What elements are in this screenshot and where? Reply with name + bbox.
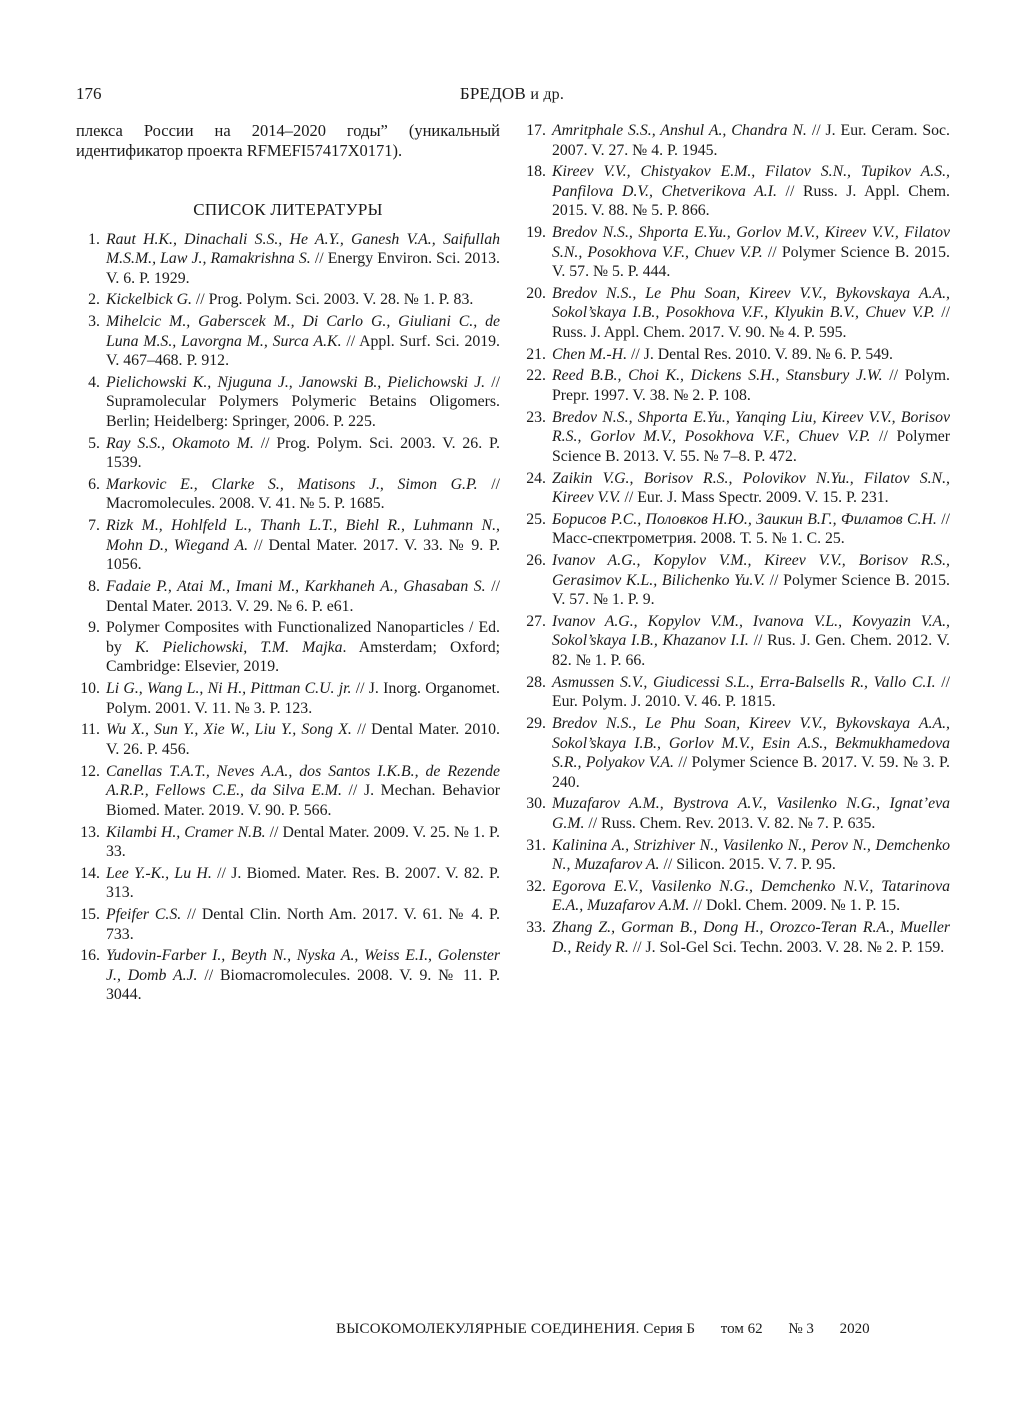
reference-item: 29. Bredov N.S., Le Phu Soan, Kireev V.V., Bykovskaya A.A., Sokol’skaya I.B., Gorlov M.V., Esin A.S., Bekmukhamedova S.R., Polyakov V.A. // Polymer Science B. 2017. V. 59. № 3. P. 240. <box>522 714 950 792</box>
reference-authors: Raut H.K., Dinachali S.S., He A.Y., Ganesh V.A., Saifullah M.S.M., Law J., Ramakrishna S. <box>106 230 500 267</box>
reference-number: 16. <box>80 947 100 965</box>
reference-number: 19. <box>526 224 546 242</box>
reference-number: 11. <box>80 721 100 739</box>
footer-volume: том 62 <box>720 1321 763 1337</box>
reference-item: 24. Zaikin V.G., Borisov R.S., Polovikov N.Yu., Filatov S.N., Kireev V.V. // Eur. J. Mass Spectr. 2009. V. 15. P. 231. <box>522 469 950 508</box>
reference-authors: Bredov N.S., Le Phu Soan, Kireev V.V., Bykovskaya A.A., Sokol’skaya I.B., Gorlov M.V., Esin A.S., Bekmukhamedova S.R., Polyakov V.A. <box>552 715 950 772</box>
reference-item: 7. Rizk M., Hohlfeld L., Thanh L.T., Biehl R., Luhmann N., Mohn D., Wiegand A. // Dental Mater. 2017. V. 33. № 9. P. 1056. <box>76 516 500 575</box>
reference-item: 26. Ivanov A.G., Kopylov V.M., Kireev V.V., Borisov R.S., Gerasimov K.L., Bilichenko Yu.V. // Polymer Science B. 2015. V. 57. № 1. P. 9. <box>522 551 950 610</box>
reference-item: 22. Reed B.B., Choi K., Dickens S.H., Stansbury J.W. // Polym. Prepr. 1997. V. 38. № 2. P. 108. <box>522 366 950 405</box>
reference-authors: Zhang Z., Gorman B., Dong H., Orozco-Teran R.A., Mueller D., Reidy R. <box>552 919 950 956</box>
reference-item: 30. Muzafarov A.M., Bystrova A.V., Vasilenko N.G., Ignat’eva G.M. // Russ. Chem. Rev. 2013. V. 82. № 7. P. 635. <box>522 794 950 833</box>
reference-source: Macromolecules. 2008. V. 41. № 5. P. 1685. <box>106 495 385 513</box>
reference-authors: Pielichowski K., Njuguna J., Janowski B., Pielichowski J. <box>106 373 486 391</box>
reference-authors: Li G., Wang L., Ni H., Pittman C.U. jr. <box>106 680 352 698</box>
reference-authors: Amritphale S.S., Anshul A., Chandra N. <box>552 122 807 139</box>
reference-source: Russ. J. Appl. Chem. 2017. V. 90. № 4. P. 595. <box>552 323 847 341</box>
reference-list-right <box>522 121 950 957</box>
journal-footer <box>336 1321 956 1338</box>
reference-source: Russ. Chem. Rev. 2013. V. 82. № 7. P. 635. <box>601 814 876 832</box>
reference-number: 22. <box>526 367 546 385</box>
reference-item: 5. Ray S.S., Okamoto M. // Prog. Polym. Sci. 2003. V. 26. P. 1539. <box>76 434 500 473</box>
footer-issue: № 3 <box>788 1321 814 1337</box>
reference-item: 16. Yudovin-Farber I., Beyth N., Nyska A., Weiss E.I., Golenster J., Domb A.J. // Biomacromolecules. 2008. V. 9. № 11. P. 3044. <box>76 946 500 1005</box>
reference-number: 9. <box>88 619 100 637</box>
reference-authors: Yudovin-Farber I., Beyth N., Nyska A., Weiss E.I., Golenster J., Domb A.J. <box>106 947 500 984</box>
reference-authors: Reed B.B., Choi K., Dickens S.H., Stansbury J.W. <box>552 367 883 385</box>
reference-list-left <box>76 230 500 1005</box>
reference-authors: Muzafarov A.M., Bystrova A.V., Vasilenko N.G., Ignat’eva G.M. <box>552 795 950 832</box>
reference-source: Russ. J. Appl. Chem. 2015. V. 88. № 5. P. 866. <box>552 182 950 220</box>
reference-source: Eur. Polym. J. 2010. V. 46. P. 1815. <box>552 693 776 711</box>
reference-item: 31. Kalinina A., Strizhiver N., Vasilenko N., Perov N., Demchenko N., Muzafarov A. // Silicon. 2015. V. 7. P. 95. <box>522 836 950 875</box>
reference-authors: Bredov N.S., Shporta E.Yu., Yanqing Liu, Kireev V.V., Borisov R.S., Gorlov M.V., Posokhova V.F., Chuev V.P. <box>552 408 950 446</box>
reference-source: Polym. Prepr. 1997. V. 38. № 2. P. 108. <box>552 367 950 404</box>
reference-authors: Pfeifer C.S. <box>106 906 182 924</box>
reference-source: Dental Mater. 2017. V. 33. № 9. P. 1056. <box>106 536 500 574</box>
running-head-authors: БРЕДОВ <box>459 84 526 103</box>
reference-number: 33. <box>526 919 546 937</box>
reference-number: 6. <box>88 475 100 493</box>
reference-source: Polymer Science B. 2015. V. 57. № 5. P. 444. <box>552 243 950 281</box>
reference-source: Dental Mater. 2010. V. 26. P. 456. <box>106 721 500 758</box>
reference-number: 1. <box>88 230 100 248</box>
reference-number: 23. <box>526 408 546 426</box>
reference-source: Eur. J. Mass Spectr. 2009. V. 15. P. 231. <box>637 489 889 507</box>
reference-authors: Fadaie P., Atai M., Imani M., Karkhaneh A., Ghasaban S. <box>106 578 486 596</box>
reference-number: 3. <box>88 313 100 331</box>
reference-number: 26. <box>526 552 546 570</box>
reference-number: 5. <box>88 434 100 452</box>
reference-authors: Ray S.S., Okamoto M. <box>106 434 254 452</box>
reference-authors: Ivanov A.G., Kopylov V.M., Ivanova V.L., Kovyazin V.A., Sokol’skaya I.B., Khazanov I.I. <box>552 612 950 650</box>
reference-number: 31. <box>526 836 546 854</box>
reference-source: J. Biomed. Mater. Res. B. 2007. V. 82. P. 313. <box>106 864 500 902</box>
reference-number: 32. <box>526 877 546 895</box>
reference-authors: Egorova E.V., Vasilenko N.G., Demchenko N.V., Tatarinova E.A., Muzafarov A.M. <box>552 877 950 915</box>
reference-source: Prog. Polym. Sci. 2003. V. 26. P. 1539. <box>106 434 500 472</box>
reference-number: 24. <box>526 469 546 487</box>
reference-source: Dental Mater. 2009. V. 25. № 1. P. 33. <box>106 823 501 861</box>
reference-source: J. Eur. Ceram. Soc. 2007. V. 27. № 4. P. 1945. <box>552 122 950 159</box>
reference-source: Prog. Polym. Sci. 2003. V. 28. № 1. P. 83. <box>208 291 474 309</box>
page-number: 176 <box>76 84 102 103</box>
reference-number: 20. <box>526 284 546 302</box>
reference-authors: Rizk M., Hohlfeld L., Thanh L.T., Biehl R., Luhmann N., Mohn D., Wiegand A. <box>106 517 500 554</box>
running-head-etal: и др. <box>530 86 565 103</box>
reference-source: Polymer Science B. 2013. V. 55. № 7–8. P. 472. <box>552 428 950 465</box>
reference-source: Biomacromolecules. 2008. V. 9. № 11. P. 3044. <box>106 966 500 1004</box>
reference-number: 13. <box>80 823 100 841</box>
reference-item: 19. Bredov N.S., Shporta E.Yu., Gorlov M.V., Kireev V.V., Filatov S.N., Posokhova V.F., Chuev V.P. // Polymer Science B. 2015. V. 57. № 5. P. 444. <box>522 223 950 282</box>
reference-number: 21. <box>526 345 546 363</box>
reference-number: 8. <box>88 578 100 596</box>
reference-item: 15. Pfeifer C.S. // Dental Clin. North Am. 2017. V. 61. № 4. P. 733. <box>76 905 500 944</box>
left-column <box>76 121 500 1007</box>
reference-authors: Kilambi H., Cramer N.B. <box>106 823 266 841</box>
reference-source: Energy Environ. Sci. 2013. V. 6. P. 1929. <box>106 250 500 287</box>
reference-number: 25. <box>526 510 546 528</box>
reference-item: 8. Fadaie P., Atai M., Imani M., Karkhaneh A., Ghasaban S. // Dental Mater. 2013. V. 29. № 6. P. e61. <box>76 577 500 616</box>
reference-item: 11. Wu X., Sun Y., Xie W., Liu Y., Song X. // Dental Mater. 2010. V. 26. P. 456. <box>76 720 500 759</box>
reference-item: 12. Canellas T.A.T., Neves A.A., dos Santos I.K.B., de Rezende A.R.P., Fellows C.E., da Silva E.M. // J. Mechan. Behavior Biomed. Mater. 2019. V. 90. P. 566. <box>76 762 500 821</box>
reference-source: J. Inorg. Organomet. Polym. 2001. V. 11. № 3. P. 123. <box>106 680 500 717</box>
reference-authors: Mihelcic M., Gaberscek M., Di Carlo G., Giuliani C., de Luna M.S., Lavorgna M., Surca A.K. <box>106 313 500 350</box>
reference-item <box>76 618 500 677</box>
reference-number: 4. <box>88 373 100 391</box>
reference-authors: Lee Y.-K., Lu H. <box>106 864 212 882</box>
reference-authors: Kalinina A., Strizhiver N., Vasilenko N., Perov N., Demchenko N., Muzafarov A. <box>552 836 950 874</box>
reference-number: 17. <box>526 122 546 139</box>
reference-item: 32. Egorova E.V., Vasilenko N.G., Demchenko N.V., Tatarinova E.A., Muzafarov A.M. // Dokl. Chem. 2009. № 1. P. 15. <box>522 877 950 916</box>
reference-source: J. Mechan. Behavior Biomed. Mater. 2019. V. 90. P. 566. <box>106 782 500 819</box>
reference-authors: Bredov N.S., Shporta E.Yu., Gorlov M.V., Kireev V.V., Filatov S.N., Posokhova V.F., Chuev V.P. <box>552 224 950 261</box>
reference-source: J. Dental Res. 2010. V. 89. № 6. P. 549. <box>643 345 893 363</box>
reference-number: 2. <box>88 291 100 309</box>
reference-authors: Zaikin V.G., Borisov R.S., Polovikov N.Yu., Filatov S.N., Kireev V.V. <box>552 469 950 507</box>
reference-number: 15. <box>80 906 100 924</box>
reference-number: 10. <box>80 680 100 698</box>
footer-journal: ВЫСОКОМОЛЕКУЛЯРНЫЕ СОЕДИНЕНИЯ. <box>336 1321 640 1337</box>
footer-year: 2020 <box>839 1321 870 1337</box>
reference-number: 14. <box>80 864 100 882</box>
reference-item: 25. Борисов Р.С., Половков Н.Ю., Заикин В.Г., Филатов С.Н. // Масс-спектрометрия. 2008. Т. 5. № 1. С. 25. <box>522 510 950 549</box>
reference-number: 18. <box>526 163 546 181</box>
reference-authors: Kireev V.V., Chistyakov E.M., Filatov S.N., Tupikov A.S., Panfilova D.V., Chetverikova A.I. <box>552 163 950 200</box>
reference-number: 7. <box>88 517 100 535</box>
reference-title: Polymer Composites with Functionalized Nanoparticles / Ed. by <box>106 619 500 656</box>
intro-paragraph: плекса России на 2014–2020 годы” (уникальный идентификатор проекта RFMEFI57417X0171). <box>76 121 500 160</box>
reference-authors: Canellas T.A.T., Neves A.A., dos Santos I.K.B., de Rezende A.R.P., Fellows C.E., da Silva E.M. <box>106 762 500 800</box>
reference-authors: Asmussen S.V., Giudicessi S.L., Erra-Balsells R., Vallo C.I. <box>552 673 936 691</box>
reference-source: Rus. J. Gen. Chem. 2012. V. 82. № 1. P. 66. <box>552 632 950 669</box>
section-title: СПИСОК ЛИТЕРАТУРЫ <box>193 200 383 219</box>
reference-authors: Chen M.-H. <box>552 345 628 363</box>
reference-source: Polymer Science B. 2015. V. 57. № 1. P. 9. <box>552 571 950 609</box>
reference-authors: Борисов Р.С., Половков Н.Ю., Заикин В.Г., Филатов С.Н. <box>552 510 937 528</box>
reference-item: 21. Chen M.-H. // J. Dental Res. 2010. V. 89. № 6. P. 549. <box>522 345 950 365</box>
reference-item: 14. Lee Y.-K., Lu H. // J. Biomed. Mater. Res. B. 2007. V. 82. P. 313. <box>76 864 500 903</box>
reference-authors: Bredov N.S., Le Phu Soan, Kireev V.V., Bykovskaya A.A., Sokol’skaya I.B., Posokhova V.F., Klyukin B.V., Chuev V.P. <box>552 284 950 322</box>
reference-source: Silicon. 2015. V. 7. P. 95. <box>676 856 836 874</box>
reference-source: Dokl. Chem. 2009. № 1. P. 15. <box>706 897 901 915</box>
reference-item: 28. Asmussen S.V., Giudicessi S.L., Erra-Balsells R., Vallo C.I. // Eur. Polym. J. 2010. V. 46. P. 1815. <box>522 673 950 712</box>
reference-authors: Markovic E., Clarke S., Matisons J., Simon G.P. <box>106 475 478 493</box>
reference-source: Dental Clin. North Am. 2017. V. 61. № 4. P. 733. <box>106 906 500 943</box>
reference-number: 27. <box>526 612 546 630</box>
reference-item: 1. Raut H.K., Dinachali S.S., He A.Y., Ganesh V.A., Saifullah M.S.M., Law J., Ramakrishna S. // Energy Environ. Sci. 2013. V. 6. P. 1929. <box>76 230 500 289</box>
running-head <box>0 84 1024 104</box>
reference-authors: Wu X., Sun Y., Xie W., Liu Y., Song X. <box>106 721 352 739</box>
reference-source: Supramolecular Polymers Polymeric Betains Oligomers. Berlin; Heidelberg: Springer, 2006. P. 225. <box>106 393 500 430</box>
reference-item: 33. Zhang Z., Gorman B., Dong H., Orozco-Teran R.A., Mueller D., Reidy R. // J. Sol-Gel Sci. Techn. 2003. V. 28. № 2. P. 159. <box>522 918 950 957</box>
reference-publisher: . Amsterdam; Oxford; Cambridge: Elsevier, 2019. <box>106 638 500 676</box>
reference-item: 3. Mihelcic M., Gaberscek M., Di Carlo G., Giuliani C., de Luna M.S., Lavorgna M., Surca A.K. // Appl. Surf. Sci. 2019. V. 467–468. P. 912. <box>76 312 500 371</box>
reference-number: 29. <box>526 715 546 733</box>
reference-authors: Ivanov A.G., Kopylov V.M., Kireev V.V., Borisov R.S., Gerasimov K.L., Bilichenko Yu.V. <box>552 552 950 589</box>
reference-item: 17. Amritphale S.S., Anshul A., Chandra N. // J. Eur. Ceram. Soc. 2007. V. 27. № 4. P. 1945. <box>522 121 950 160</box>
reference-number: 12. <box>80 762 100 780</box>
reference-authors: K. Pielichowski, T.M. Majka <box>134 638 343 656</box>
reference-source: Polymer Science B. 2017. V. 59. № 3. P. 240. <box>552 754 950 791</box>
reference-item: 13. Kilambi H., Cramer N.B. // Dental Mater. 2009. V. 25. № 1. P. 33. <box>76 823 500 862</box>
reference-item: 4. Pielichowski K., Njuguna J., Janowski B., Pielichowski J. // Supramolecular Polymers Polymeric Betains Oligomers. Berlin; Heidelberg: Springer, 2006. P. 225. <box>76 373 500 432</box>
reference-authors: Kickelbick G. <box>106 291 192 309</box>
reference-item: 10. Li G., Wang L., Ni H., Pittman C.U. jr. // J. Inorg. Organomet. Polym. 2001. V. 11. № 3. P. 123. <box>76 679 500 718</box>
reference-item: 20. Bredov N.S., Le Phu Soan, Kireev V.V., Bykovskaya A.A., Sokol’skaya I.B., Posokhova V.F., Klyukin B.V., Chuev V.P. // Russ. J. Appl. Chem. 2017. V. 90. № 4. P. 595. <box>522 284 950 343</box>
reference-item: 2. Kickelbick G. // Prog. Polym. Sci. 2003. V. 28. № 1. P. 83. <box>76 290 500 310</box>
reference-number: 28. <box>526 673 546 691</box>
reference-item: 27. Ivanov A.G., Kopylov V.M., Ivanova V.L., Kovyazin V.A., Sokol’skaya I.B., Khazanov I.I. // Rus. J. Gen. Chem. 2012. V. 82. № 1. P. 66. <box>522 612 950 671</box>
footer-series: Серия Б <box>643 1321 695 1337</box>
reference-item: 18. Kireev V.V., Chistyakov E.M., Filatov S.N., Tupikov A.S., Panfilova D.V., Chetverikova A.I. // Russ. J. Appl. Chem. 2015. V. 88. № 5. P. 866. <box>522 162 950 221</box>
reference-source: Appl. Surf. Sci. 2019. V. 467–468. P. 912. <box>106 332 500 370</box>
reference-item: 6. Markovic E., Clarke S., Matisons J., Simon G.P. // Macromolecules. 2008. V. 41. № 5. P. 1685. <box>76 475 500 514</box>
reference-source: J. Sol-Gel Sci. Techn. 2003. V. 28. № 2. P. 159. <box>645 938 945 956</box>
reference-source: Dental Mater. 2013. V. 29. № 6. P. e61. <box>106 597 354 615</box>
right-column <box>522 121 950 960</box>
reference-number: 30. <box>526 795 546 813</box>
reference-item: 23. Bredov N.S., Shporta E.Yu., Yanqing Liu, Kireev V.V., Borisov R.S., Gorlov M.V., Posokhova V.F., Chuev V.P. // Polymer Science B. 2013. V. 55. № 7–8. P. 472. <box>522 408 950 467</box>
reference-source: Масс-спектрометрия. 2008. Т. 5. № 1. С. 25. <box>552 530 845 548</box>
